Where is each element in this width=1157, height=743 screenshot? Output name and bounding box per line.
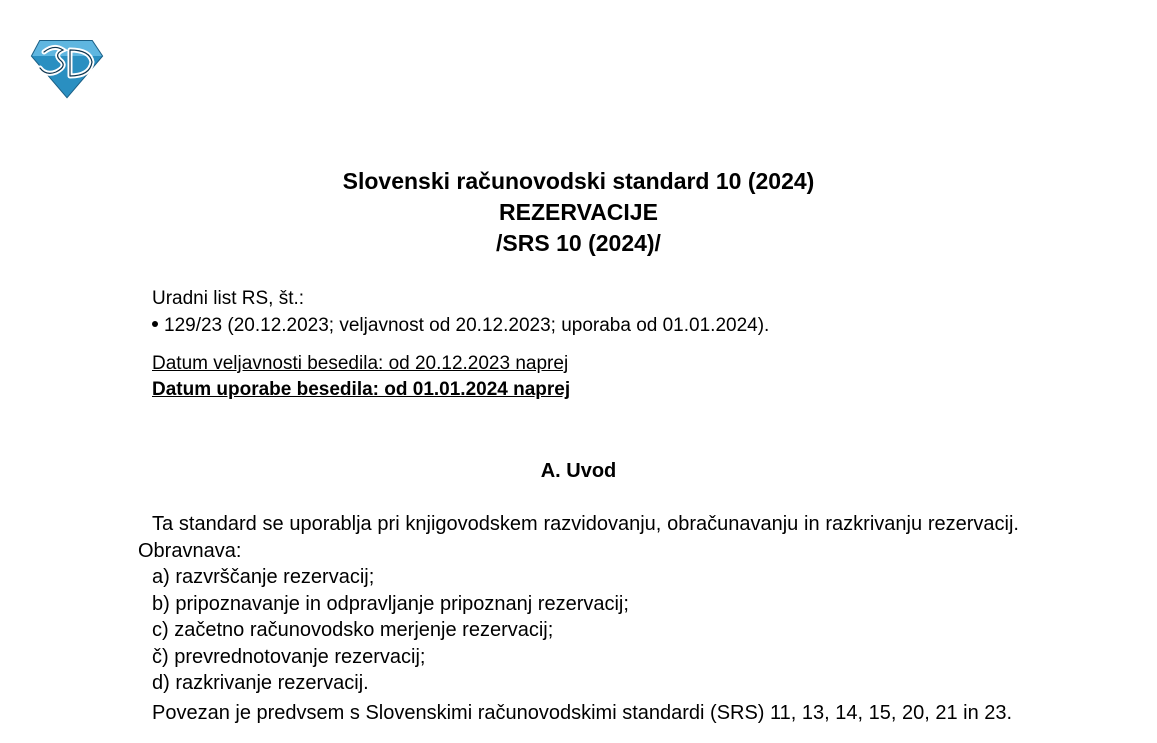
publication-item-text: 129/23 (20.12.2023; veljavnost od 20.12.2023; uporaba od 01.01.2024).	[164, 315, 770, 336]
title-line-3: /SRS 10 (2024)/	[496, 230, 661, 256]
title-line-2: REZERVACIJE	[499, 199, 658, 225]
sd-logo	[30, 38, 104, 100]
bullet-icon	[152, 321, 158, 327]
section-heading: A. Uvod	[540, 460, 617, 482]
validity-date: Datum veljavnosti besedila: od 20.12.2023 naprej	[152, 353, 569, 374]
publication-item	[152, 314, 769, 338]
list-item: č) prevrednotovanje rezervacij;	[152, 645, 426, 668]
list-item: d) razkrivanje rezervacij.	[152, 672, 369, 694]
list-item: b) pripoznavanje in odpravljanje pripoznanj rezervacij;	[152, 592, 629, 615]
sd-diamond-logo-icon	[30, 38, 104, 100]
application-date: Datum uporabe besedila: od 01.01.2024 naprej	[152, 379, 571, 400]
list-item: c) začetno računovodsko merjenje rezervacij;	[152, 619, 554, 641]
document-title	[0, 166, 1157, 259]
publication-label: Uradni list RS, št.:	[152, 288, 305, 309]
related-standards-paragraph: Povezan je predvsem s Slovenskimi računovodskimi standardi (SRS) 11, 13, 14, 15, 20, 21 in 23.	[152, 702, 1013, 724]
intro-paragraph: Ta standard se uporablja pri knjigovodskem razvidovanju, obračunavanju in razkrivanju rezervacij. Obravnava:	[138, 513, 1019, 562]
scope-list	[152, 564, 629, 697]
title-line-1: Slovenski računovodski standard 10 (2024)	[342, 168, 815, 194]
list-item: a) razvrščanje rezervacij;	[152, 566, 375, 588]
